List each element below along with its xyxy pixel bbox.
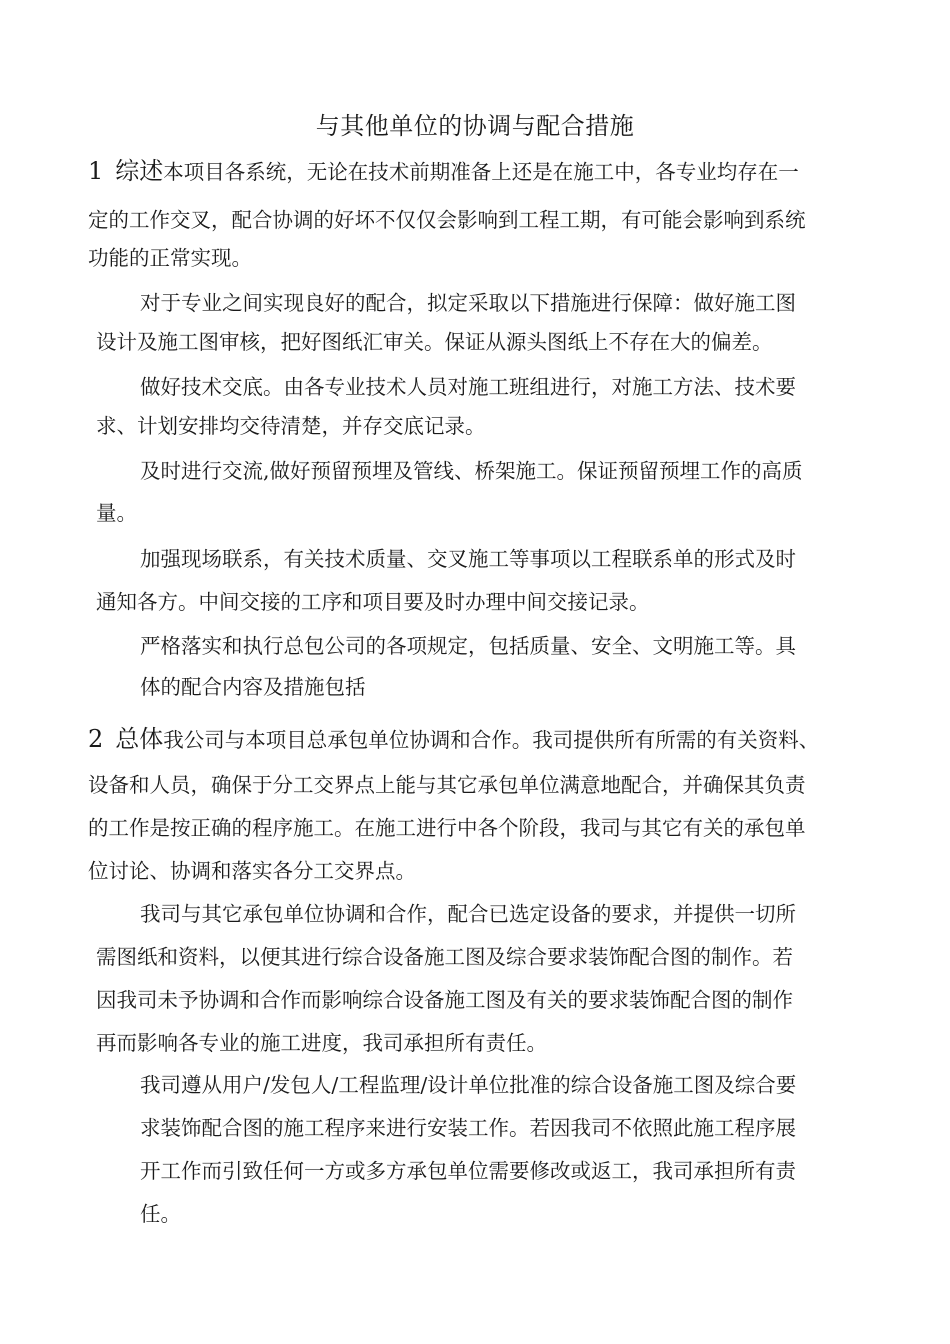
- section-2-text-line: 位讨论、协调和落实各分工交界点。: [88, 859, 416, 883]
- paragraph-line: 开工作而引致任何一方或多方承包单位需要修改或返工，我司承担所有责: [140, 1159, 796, 1183]
- section-2-number: 2: [88, 725, 104, 753]
- page-title: 与其他单位的协调与配合措施: [315, 112, 635, 140]
- section-2-text-line: 的工作是按正确的程序施工。在施工进行中各个阶段，我司与其它有关的承包单: [88, 816, 806, 840]
- section-1-text-line: 定的工作交叉，配合协调的好坏不仅仅会影响到工程工期，有可能会影响到系统: [88, 208, 806, 232]
- paragraph-line: 做好技术交底。由各专业技术人员对施工班组进行，对施工方法、技术要: [140, 375, 796, 399]
- section-1-text-line: 本项目各系统，无论在技术前期准备上还是在施工中，各专业均存在一: [163, 160, 799, 184]
- section-2-text-line: 设备和人员，确保于分工交界点上能与其它承包单位满意地配合，并确保其负责: [88, 773, 806, 797]
- section-1-number: 1: [88, 157, 104, 185]
- paragraph-line: 体的配合内容及措施包括: [140, 675, 366, 699]
- paragraph-line: 再而影响各专业的施工进度，我司承担所有责任。: [96, 1031, 547, 1055]
- paragraph-line: 我司与其它承包单位协调和合作，配合已选定设备的要求，并提供一切所: [140, 902, 796, 926]
- paragraph-line: 求、计划安排均交待清楚，并存交底记录。: [96, 414, 486, 438]
- section-2-text-line: 我公司与本项目总承包单位协调和合作。我司提供所有所需的有关资料、: [163, 728, 820, 752]
- paragraph-line: 严格落实和执行总包公司的各项规定，包括质量、安全、文明施工等。具: [140, 634, 796, 658]
- paragraph-line: 因我司未予协调和合作而影响综合设备施工图及有关的要求装饰配合图的制作: [96, 988, 793, 1012]
- section-1-heading: 综述: [115, 157, 164, 185]
- paragraph-line: 设计及施工图审核，把好图纸汇审关。保证从源头图纸上不存在大的偏差。: [96, 330, 773, 354]
- section-1-first-line: [88, 156, 799, 187]
- paragraph-line: 加强现场联系，有关技术质量、交叉施工等事项以工程联系单的形式及时: [140, 547, 796, 571]
- paragraph-line: 对于专业之间实现良好的配合，拟定采取以下措施进行保障：做好施工图: [140, 291, 796, 315]
- section-2-heading: 总体: [115, 725, 164, 753]
- section-2-first-line: [88, 724, 819, 755]
- paragraph-line: 通知各方。中间交接的工序和项目要及时办理中间交接记录。: [96, 590, 650, 614]
- paragraph-line: 任。: [140, 1202, 181, 1226]
- paragraph-line: 量。: [96, 501, 137, 525]
- paragraph-line: 我司遵从用户/发包人/工程监理/设计单位批准的综合设备施工图及综合要: [140, 1073, 797, 1097]
- paragraph-line: 需图纸和资料，以便其进行综合设备施工图及综合要求装饰配合图的制作。若: [96, 945, 793, 969]
- section-1-text-line: 功能的正常实现。: [88, 246, 252, 270]
- paragraph-line: 及时进行交流,做好预留预埋及管线、桥架施工。保证预留预埋工作的高质: [140, 459, 803, 483]
- paragraph-line: 求装饰配合图的施工程序来进行安装工作。若因我司不依照此施工程序展: [140, 1116, 796, 1140]
